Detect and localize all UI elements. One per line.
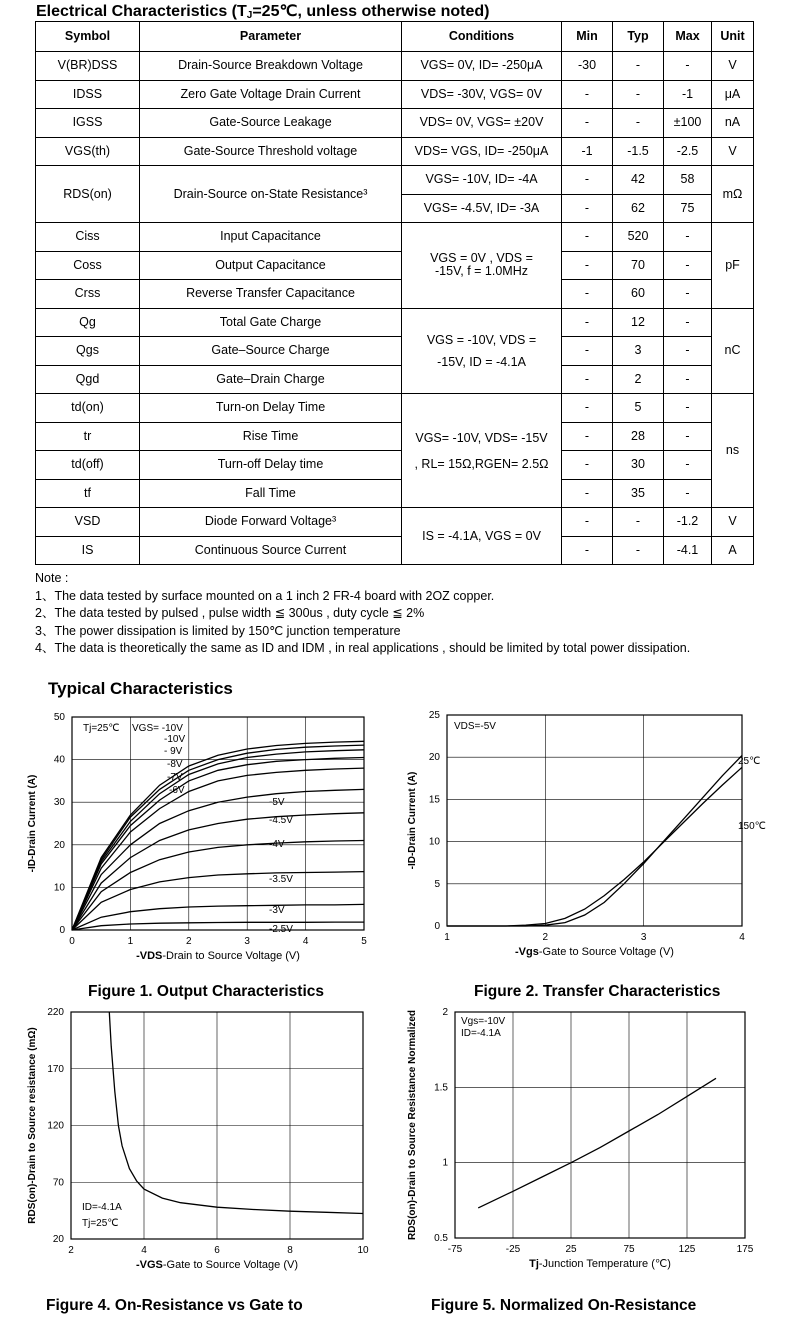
y-axis-label: -ID-Drain Current (A) (27, 774, 38, 873)
unit-cell: V (712, 52, 754, 81)
chart-annotation: VDS=-5V (454, 721, 496, 732)
y-tick-label: 0 (59, 925, 65, 936)
x-axis-label: -VGS-Gate to Source Voltage (V) (135, 1259, 299, 1271)
series-line (72, 789, 364, 930)
on-resistance-vs-gate-chart (20, 1000, 375, 1282)
x-tick-label: 2 (186, 936, 192, 947)
symbol-cell: td(on) (36, 394, 140, 423)
chart-annotation: Tj=25℃ (83, 723, 120, 734)
parameter-cell: Gate-Source Leakage (140, 109, 402, 138)
series-line (72, 904, 364, 930)
note-item: 4、The data is theoretically the same as ID and IDM , in real applications , should be limited by total power dissipation. (35, 641, 691, 655)
table-row (36, 308, 754, 337)
min-cell: -30 (562, 52, 613, 81)
max-cell: - (664, 251, 712, 280)
x-tick-label: 6 (214, 1245, 220, 1256)
conditions-cell: VGS= 0V, ID= -250μA (402, 52, 562, 81)
table-header-row (36, 22, 754, 52)
min-cell: - (562, 479, 613, 508)
table-row (36, 80, 754, 109)
typ-cell: 28 (613, 422, 664, 451)
max-cell: - (664, 308, 712, 337)
y-tick-label: 20 (52, 1234, 64, 1245)
y-tick-label: 25 (428, 710, 440, 721)
x-tick-label: 175 (736, 1244, 754, 1255)
symbol-cell: Coss (36, 251, 140, 280)
figure-5-caption: Figure 5. Normalized On-Resistance (431, 1297, 697, 1314)
figure-2-caption: Figure 2. Transfer Characteristics (474, 983, 721, 1000)
x-tick-label: -75 (447, 1244, 463, 1255)
series-line (72, 745, 364, 930)
chart-annotation: Vgs=-10V (461, 1016, 506, 1027)
x-tick-label: 0 (69, 936, 75, 947)
typ-cell: 2 (613, 365, 664, 394)
conditions-cell: VDS= 0V, VGS= ±20V (402, 109, 562, 138)
table-row (36, 422, 754, 451)
conditions-cell: VGS = -10V, VDS = -15V, ID = -4.1A (402, 308, 562, 394)
min-cell: - (562, 337, 613, 366)
series-line (72, 758, 364, 931)
table-row (36, 365, 754, 394)
header-cell: Parameter (140, 22, 402, 52)
x-tick-label: 1 (444, 932, 450, 943)
chart-annotation: Tj=25℃ (82, 1218, 119, 1229)
max-cell: - (664, 337, 712, 366)
series-label: -3.5V (269, 874, 293, 885)
unit-cell: V (712, 508, 754, 537)
unit-cell: nC (712, 308, 754, 394)
symbol-cell: Crss (36, 280, 140, 309)
max-cell: 58 (664, 166, 712, 195)
max-cell: - (664, 280, 712, 309)
unit-cell: mΩ (712, 166, 754, 223)
typ-cell: 60 (613, 280, 664, 309)
parameter-cell: Total Gate Charge (140, 308, 402, 337)
min-cell: - (562, 451, 613, 480)
notes-block (35, 570, 690, 658)
series-label: 150℃ (738, 821, 766, 832)
conditions-cell: VGS= -4.5V, ID= -3A (402, 194, 562, 223)
y-tick-label: 10 (428, 836, 440, 848)
table-row (36, 337, 754, 366)
symbol-cell: RDS(on) (36, 166, 140, 223)
typ-cell: 12 (613, 308, 664, 337)
y-tick-label: 120 (47, 1120, 64, 1132)
unit-cell: μA (712, 80, 754, 109)
y-tick-label: 20 (53, 839, 65, 851)
parameter-cell: Diode Forward Voltage³ (140, 508, 402, 537)
symbol-cell: V(BR)DSS (36, 52, 140, 81)
y-tick-label: 15 (428, 794, 440, 806)
y-tick-label: 220 (47, 1007, 64, 1018)
max-cell: - (664, 451, 712, 480)
typ-cell: 520 (613, 223, 664, 252)
parameter-cell: Gate–Drain Charge (140, 365, 402, 394)
series-label: -7V (167, 772, 183, 783)
typ-cell: - (613, 52, 664, 81)
x-tick-label: 4 (739, 932, 745, 943)
x-axis-label: Tj-Junction Temperature (℃) (529, 1258, 671, 1270)
y-axis-label: RDS(on)-Drain to Source resistance (mΩ) (27, 1027, 38, 1224)
symbol-cell: tr (36, 422, 140, 451)
conditions-cell: IS = -4.1A, VGS = 0V (402, 508, 562, 565)
max-cell: - (664, 365, 712, 394)
parameter-cell: Continuous Source Current (140, 536, 402, 565)
y-tick-label: 5 (434, 878, 440, 890)
series-line (109, 1012, 363, 1214)
typ-cell: - (613, 109, 664, 138)
max-cell: -4.1 (664, 536, 712, 565)
parameter-cell: Turn-off Delay time (140, 451, 402, 480)
unit-cell: V (712, 137, 754, 166)
table-row (36, 280, 754, 309)
max-cell: -1.2 (664, 508, 712, 537)
conditions-cell: VDS= -30V, VGS= 0V (402, 80, 562, 109)
typ-cell: 3 (613, 337, 664, 366)
x-tick-label: 4 (141, 1245, 147, 1256)
table-row (36, 137, 754, 166)
header-cell: Unit (712, 22, 754, 52)
output-characteristics-chart (20, 705, 375, 967)
series-line (72, 750, 364, 930)
min-cell: - (562, 109, 613, 138)
table-row (36, 394, 754, 423)
series-label: -6V (169, 785, 185, 796)
min-cell: - (562, 536, 613, 565)
max-cell: - (664, 223, 712, 252)
y-tick-label: 1.5 (434, 1082, 448, 1094)
unit-cell: A (712, 536, 754, 565)
symbol-cell: Qg (36, 308, 140, 337)
parameter-cell: Fall Time (140, 479, 402, 508)
series-label: -3V (269, 905, 285, 916)
table-row (36, 479, 754, 508)
y-tick-label: 170 (47, 1063, 64, 1075)
parameter-cell: Zero Gate Voltage Drain Current (140, 80, 402, 109)
x-tick-label: 1 (127, 936, 134, 947)
series-label: -5V (269, 797, 285, 808)
typical-characteristics-title: Typical Characteristics (48, 679, 233, 698)
min-cell: - (562, 394, 613, 423)
max-cell: - (664, 422, 712, 451)
plot-frame (455, 1012, 745, 1238)
min-cell: - (562, 251, 613, 280)
y-tick-label: 0 (434, 921, 440, 932)
chart-annotation: ID=-4.1A (82, 1202, 122, 1213)
note-item: 1、The data tested by surface mounted on a 1 inch 2 FR-4 board with 2OZ copper. (35, 588, 495, 603)
symbol-cell: VGS(th) (36, 137, 140, 166)
y-tick-label: 50 (53, 712, 65, 723)
parameter-cell: Output Capacitance (140, 251, 402, 280)
series-line (447, 756, 742, 927)
unit-cell: nA (712, 109, 754, 138)
min-cell: - (562, 194, 613, 223)
max-cell: - (664, 394, 712, 423)
series-line (72, 841, 364, 931)
symbol-cell: td(off) (36, 451, 140, 480)
symbol-cell: Qgs (36, 337, 140, 366)
conditions-cell: VGS= -10V, ID= -4A (402, 166, 562, 195)
max-cell: 75 (664, 194, 712, 223)
typ-cell: 42 (613, 166, 664, 195)
header-cell: Symbol (36, 22, 140, 52)
table-row (36, 166, 754, 195)
typ-cell: 70 (613, 251, 664, 280)
parameter-cell: Reverse Transfer Capacitance (140, 280, 402, 309)
typ-cell: 5 (613, 394, 664, 423)
series-label: -2.5V (269, 924, 293, 935)
note-item: 3、The power dissipation is limited by 150℃ junction temperature (35, 623, 401, 638)
header-cell: Max (664, 22, 712, 52)
y-tick-label: 70 (52, 1177, 64, 1189)
typ-cell: 30 (613, 451, 664, 480)
plot-frame (447, 715, 742, 926)
max-cell: -1 (664, 80, 712, 109)
parameter-cell: Turn-on Delay Time (140, 394, 402, 423)
figure-1-caption: Figure 1. Output Characteristics (88, 983, 324, 1000)
figure-4-caption: Figure 4. On-Resistance vs Gate to (46, 1297, 303, 1314)
section-heading: Electrical Characteristics ($T_J=25℃$, unless otherwise noted) (36, 3, 490, 21)
x-tick-label: 3 (640, 932, 647, 943)
y-axis-label: -ID-Drain Current (A) (407, 771, 418, 870)
conditions-cell: VGS = 0V , VDS = -15V, f = 1.0MHz (402, 223, 562, 309)
min-cell: - (562, 223, 613, 252)
electrical-characteristics-table (35, 21, 754, 565)
table-row (36, 451, 754, 480)
conditions-cell: VDS= VGS, ID= -250μA (402, 137, 562, 166)
series-label: -10V (164, 734, 186, 745)
y-tick-label: 10 (53, 882, 65, 894)
parameter-cell: Gate–Source Charge (140, 337, 402, 366)
symbol-cell: IS (36, 536, 140, 565)
x-tick-label: 5 (361, 936, 367, 947)
typ-cell: - (613, 508, 664, 537)
table-row (36, 536, 754, 565)
table-row (36, 251, 754, 280)
symbol-cell: Qgd (36, 365, 140, 394)
parameter-cell: Drain-Source on-State Resistance³ (140, 166, 402, 223)
min-cell: - (562, 308, 613, 337)
x-tick-label: 2 (68, 1245, 74, 1256)
x-tick-label: -25 (505, 1244, 521, 1255)
y-tick-label: 0.5 (434, 1233, 448, 1244)
y-tick-label: 30 (53, 797, 65, 809)
x-tick-label: 125 (678, 1244, 696, 1255)
series-label: - 9V (164, 746, 183, 757)
table-row (36, 109, 754, 138)
min-cell: - (562, 422, 613, 451)
x-tick-label: 8 (287, 1245, 293, 1256)
y-tick-label: 20 (428, 752, 440, 764)
y-tick-label: 1 (442, 1157, 448, 1169)
series-line (447, 767, 742, 926)
typ-cell: - (613, 80, 664, 109)
min-cell: - (562, 365, 613, 394)
min-cell: - (562, 80, 613, 109)
typ-cell: -1.5 (613, 137, 664, 166)
transfer-characteristics-chart (400, 705, 766, 967)
typ-cell: 35 (613, 479, 664, 508)
series-label: -4.5V (269, 815, 293, 826)
max-cell: - (664, 52, 712, 81)
min-cell: -1 (562, 137, 613, 166)
x-axis-label: -VDS-Drain to Source Voltage (V) (136, 950, 300, 962)
series-label: -4V (269, 839, 285, 850)
series-line (478, 1078, 716, 1208)
x-tick-label: 2 (542, 932, 549, 943)
header-cell: Min (562, 22, 613, 52)
header-cell: Conditions (402, 22, 562, 52)
conditions-cell: VGS= -10V, VDS= -15V , RL= 15Ω,RGEN= 2.5Ω (402, 394, 562, 508)
max-cell: -2.5 (664, 137, 712, 166)
x-tick-label: 25 (565, 1244, 577, 1255)
x-tick-label: 4 (302, 936, 309, 947)
typ-cell: 62 (613, 194, 664, 223)
table-row (36, 223, 754, 252)
series-label: -8V (167, 759, 183, 770)
min-cell: - (562, 280, 613, 309)
unit-cell: pF (712, 223, 754, 309)
parameter-cell: Rise Time (140, 422, 402, 451)
series-line (72, 813, 364, 930)
y-tick-label: 40 (53, 754, 65, 766)
min-cell: - (562, 508, 613, 537)
series-line (72, 872, 364, 930)
notes-title: Note : (35, 571, 69, 585)
chart-annotation: VGS= -10V (132, 723, 183, 734)
typ-cell: - (613, 536, 664, 565)
y-axis-label: RDS(on)-Drain to Source Resistance Normalized (407, 1009, 418, 1241)
table-row (36, 52, 754, 81)
series-label: 25℃ (738, 756, 761, 767)
min-cell: - (562, 166, 613, 195)
max-cell: - (664, 479, 712, 508)
table-row (36, 508, 754, 537)
parameter-cell: Gate-Source Threshold voltage (140, 137, 402, 166)
x-tick-label: 3 (244, 936, 250, 947)
symbol-cell: Ciss (36, 223, 140, 252)
symbol-cell: IDSS (36, 80, 140, 109)
parameter-cell: Drain-Source Breakdown Voltage (140, 52, 402, 81)
max-cell: ±100 (664, 109, 712, 138)
normalized-on-resistance-chart (400, 1000, 760, 1282)
parameter-cell: Input Capacitance (140, 223, 402, 252)
x-axis-label: -Vgs-Gate to Source Voltage (V) (515, 946, 674, 958)
symbol-cell: tf (36, 479, 140, 508)
symbol-cell: IGSS (36, 109, 140, 138)
y-tick-label: 2 (442, 1007, 448, 1018)
chart-annotation: ID=-4.1A (461, 1028, 501, 1039)
note-item: 2、The data tested by pulsed , pulse width ≦ 300us , duty cycle ≦ 2% (35, 606, 425, 620)
symbol-cell: VSD (36, 508, 140, 537)
series-line (72, 922, 364, 930)
header-cell: Typ (613, 22, 664, 52)
x-tick-label: 10 (357, 1245, 369, 1256)
x-tick-label: 75 (623, 1244, 635, 1255)
unit-cell: ns (712, 394, 754, 508)
